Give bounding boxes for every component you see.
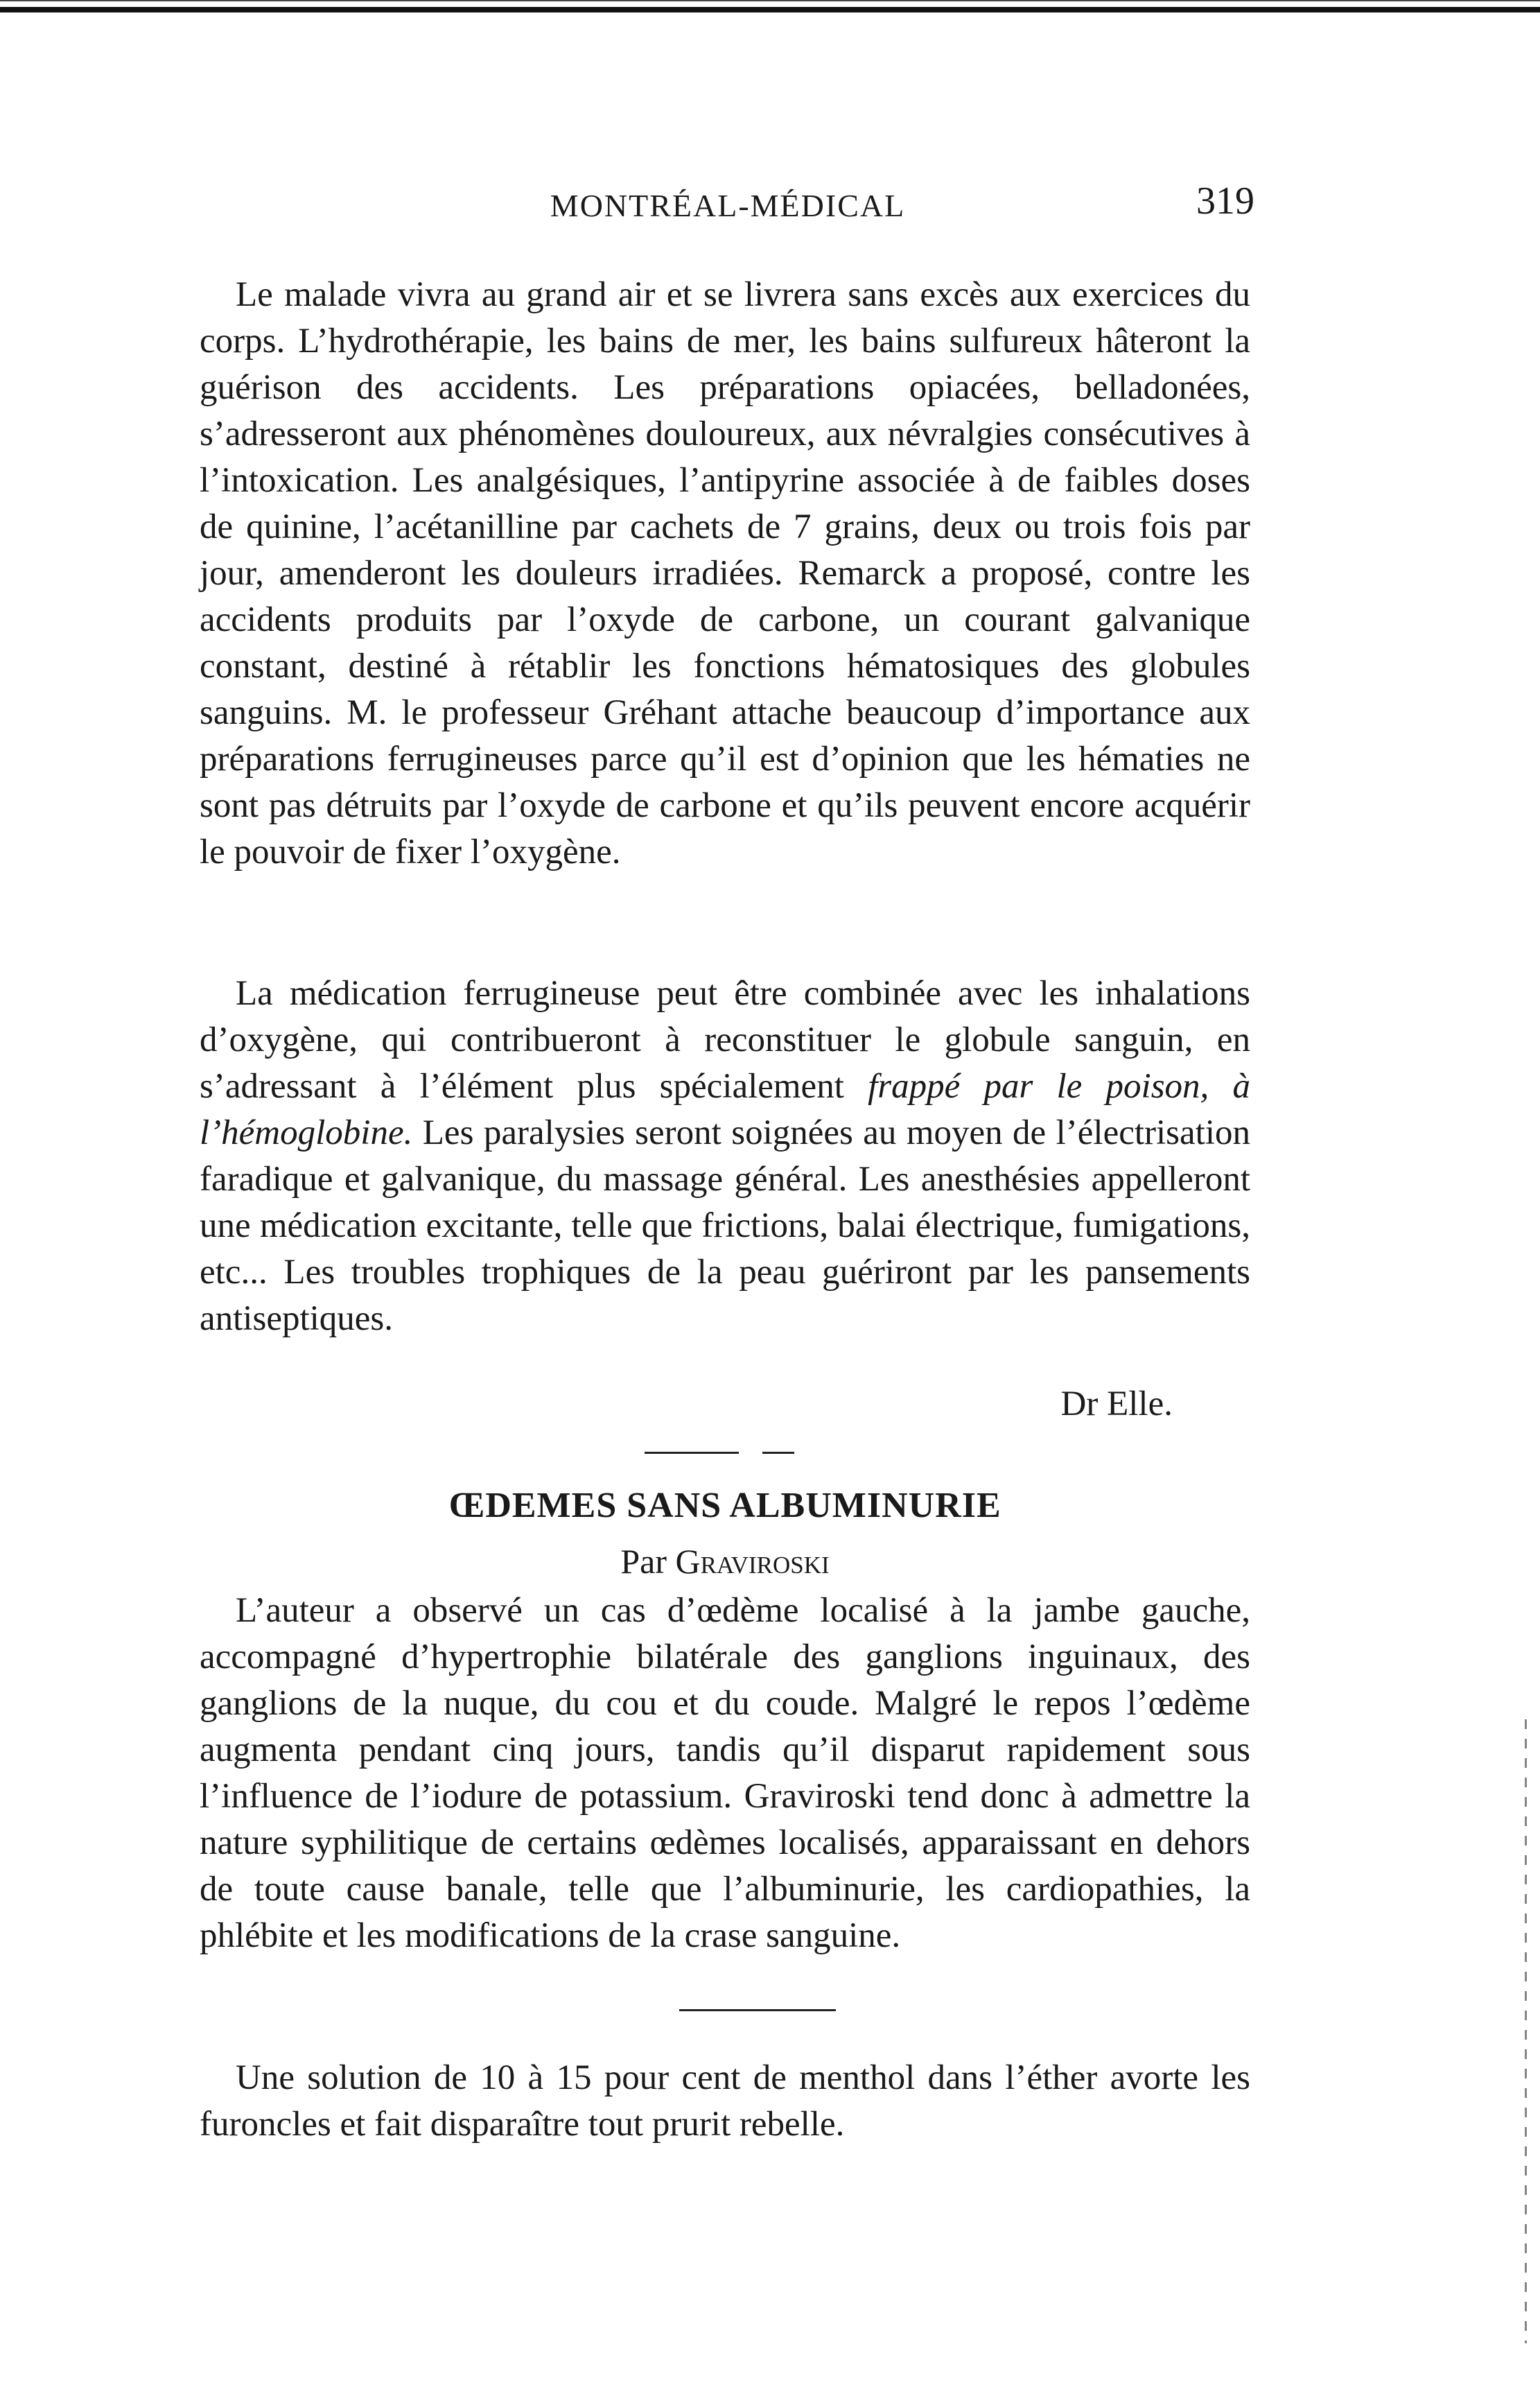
paragraph-2-italic: frappé par le poison, à l’hémoglobine.: [200, 1067, 1250, 1152]
scan-edge-line: [0, 0, 1540, 1]
section-divider-long: [645, 1452, 739, 1454]
running-head: [201, 179, 1254, 234]
paragraph-2-part-a: La médication ferrugineuse peut être combinée avec les inhalations d’oxygène, qui contribueront à reconstituer le globule sanguin, en s’adressant à l’élément plus spécialement: [200, 974, 1250, 1106]
page-number: 319: [1196, 180, 1254, 223]
byline-prefix: Par: [620, 1542, 676, 1581]
note-divider: [679, 2009, 836, 2011]
paragraph-medication: [200, 971, 1250, 1342]
article-body: [200, 1588, 1250, 1959]
article-title: ŒDEMES SANS ALBUMINURIE: [448, 1486, 1001, 1525]
paragraph-1-text: Le malade vivra au grand air et se livrera sans excès aux exercices du corps. L’hydrothérapie, les bains de mer, les bains sulfureux hâteront la guérison des accidents. Les préparations opiacées, belladonées, s’adresseront aux phénomènes douloureux, aux névralgies consécutives à l’intoxication. Les analgésiques, l’antipyrine associée à de faibles doses de quinine, l’acétanilline par cachets de 7 grains, deux ou trois fois par jour, amenderont les douleurs irradiées. Remarck a proposé, contre les accidents produits par l’oxyde de carbone, un courant galvanique constant, destiné à rétablir les fonctions hématosiques des globules sanguins. M. le professeur Gréhant attache beaucoup d’importance aux préparations ferrugineuses parce qu’il est d’opinion que les hématies ne sont pas détruits par l’oxyde de carbone et qu’ils peuvent encore acquérir le pouvoir de fixer l’oxygène.: [200, 275, 1250, 871]
scan-top-border: [0, 7, 1540, 12]
article-body-text: L’auteur a observé un cas d’œdème localisé à la jambe gauche, accompagné d’hypertrophie bilatérale des ganglions inguinaux, des ganglions de la nuque, du cou et du coude. Malgré le repos l’œdème augmenta pendant cinq jours, tandis qu’il disparut rapidement sous l’influence de l’iodure de potassium. Graviroski tend donc à admettre la nature syphilitique de certains œdèmes localisés, apparaissant en dehors de toute cause banale, telle que l’albuminurie, les cardiopathies, la phlébite et les modifications de la crase sanguine.: [200, 1591, 1250, 1955]
journal-title: MONTRÉAL-MÉDICAL: [550, 188, 906, 223]
byline-author: Graviroski: [675, 1542, 830, 1581]
paragraph-2-text: [200, 971, 1250, 1342]
paragraph-treatment: [200, 272, 1250, 876]
article-byline: [200, 1541, 1250, 1581]
scan-margin-marks: [1525, 1719, 1527, 2343]
section-divider-short: [762, 1452, 794, 1454]
menthol-note: [200, 2055, 1250, 2148]
author-signature: Dr Elle.: [1060, 1384, 1173, 1423]
paragraph-2-part-b: Les paralysies seront soignées au moyen de l’électrisation faradique et galvanique, du massage général. Les anesthésies appelleront une médication excitante, telle que frictions, balai électrique, fumigations, etc... Les troubles trophiques de la peau guériront par les pansements antiseptiques.: [200, 1113, 1250, 1338]
menthol-note-text: Une solution de 10 à 15 pour cent de menthol dans l’éther avorte les furoncles et fait disparaître tout prurit rebelle.: [200, 2058, 1250, 2144]
